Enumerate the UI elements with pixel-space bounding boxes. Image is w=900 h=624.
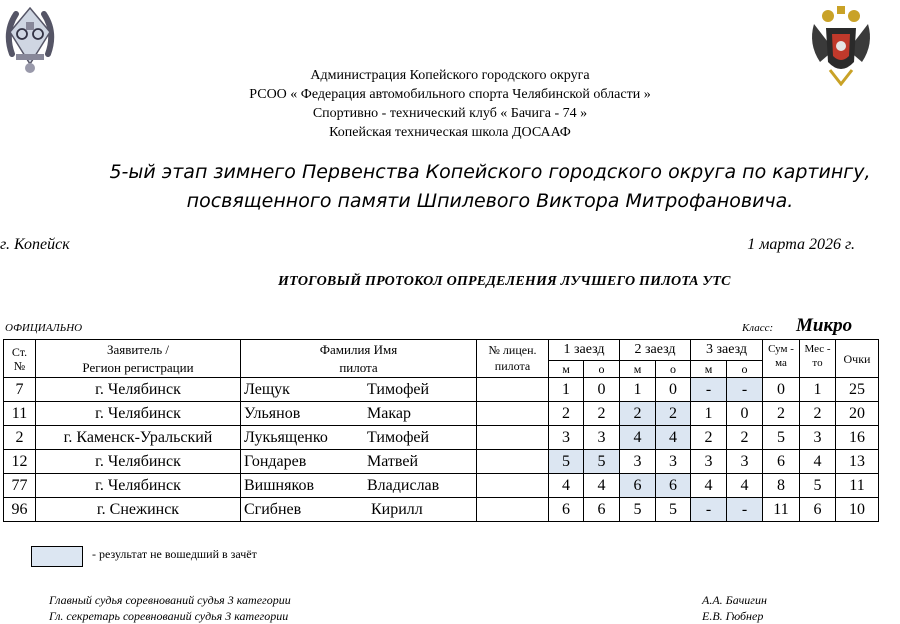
cell-license xyxy=(477,474,549,498)
col-pilot-header: Фамилия Имя пилота xyxy=(241,340,477,378)
legend-text: - результат не вошедший в зачёт xyxy=(92,547,257,561)
cell-h2m: 6 xyxy=(620,474,656,498)
cell-h2o: 5 xyxy=(656,498,691,522)
cell-surname: Лещук xyxy=(244,380,290,398)
cell-h2o: 2 xyxy=(656,402,691,426)
sub-heat3-m: м xyxy=(691,361,727,378)
cell-h3o: 4 xyxy=(727,474,763,498)
cell-pilot xyxy=(241,378,477,402)
cell-h2m: 2 xyxy=(620,402,656,426)
cell-h2o: 6 xyxy=(656,474,691,498)
header-line-club: Спортивно - технический клуб « Бачига - 74 » xyxy=(312,106,588,121)
col-entrant-header: Заявитель / Регион регистрации xyxy=(36,340,241,378)
cell-entrant: г. Челябинск xyxy=(36,378,241,402)
cell-place: 3 xyxy=(800,426,836,450)
date-text: 1 марта 2026 г. xyxy=(747,236,855,253)
class-value: Микро xyxy=(796,315,853,336)
cell-h3o: 3 xyxy=(727,450,763,474)
col-place-header: Мес - то xyxy=(800,340,836,378)
sub-heat1-m: м xyxy=(549,361,584,378)
class-label: Класс: xyxy=(742,322,774,334)
legend-swatch xyxy=(31,546,83,567)
cell-points: 25 xyxy=(836,378,879,402)
cell-place: 1 xyxy=(800,378,836,402)
cell-h1o: 5 xyxy=(584,450,620,474)
cell-h2o: 0 xyxy=(656,378,691,402)
org-header xyxy=(0,66,900,142)
col-sum-header: Сум - ма xyxy=(763,340,800,378)
chief-judge-name: А.А. Бачигин xyxy=(702,593,767,607)
sub-heat1-o: о xyxy=(584,361,620,378)
event-title-line1: 5-ый этап зимнего Первенства Копейского городского округа по картингу, xyxy=(109,161,871,183)
table-row xyxy=(4,378,879,402)
cell-surname: Сгибнев xyxy=(244,500,302,518)
cell-surname: Вишняков xyxy=(244,476,314,494)
col-start-header: Ст. № xyxy=(4,340,36,378)
cell-start: 12 xyxy=(4,450,36,474)
cell-start: 77 xyxy=(4,474,36,498)
cell-license xyxy=(477,426,549,450)
cell-h2m: 5 xyxy=(620,498,656,522)
sub-heat3-o: о xyxy=(727,361,763,378)
cell-pilot xyxy=(241,402,477,426)
cell-sum: 6 xyxy=(763,450,800,474)
cell-entrant: г. Челябинск xyxy=(36,474,241,498)
cell-h3o: 2 xyxy=(727,426,763,450)
cell-surname: Ульянов xyxy=(244,404,301,422)
cell-firstname: Кирилл xyxy=(371,500,423,518)
cell-surname: Лукьященко xyxy=(244,428,328,446)
cell-h2m: 3 xyxy=(620,450,656,474)
cell-h3m: 3 xyxy=(691,450,727,474)
cell-h3m: - xyxy=(691,498,727,522)
cell-license xyxy=(477,402,549,426)
cell-sum: 8 xyxy=(763,474,800,498)
cell-h2m: 1 xyxy=(620,378,656,402)
event-title-line2: посвященного памяти Шпилевого Виктора Митрофановича. xyxy=(186,190,794,212)
cell-sum: 11 xyxy=(763,498,800,522)
col-heat3-header: 3 заезд xyxy=(691,340,763,361)
cell-sum: 2 xyxy=(763,402,800,426)
cell-sum: 0 xyxy=(763,378,800,402)
cell-points: 11 xyxy=(836,474,879,498)
cell-firstname: Матвей xyxy=(367,452,419,470)
cell-place: 5 xyxy=(800,474,836,498)
col-heat1-header: 1 заезд xyxy=(549,340,620,361)
cell-start: 96 xyxy=(4,498,36,522)
cell-start: 7 xyxy=(4,378,36,402)
results-table xyxy=(3,339,879,522)
cell-points: 16 xyxy=(836,426,879,450)
cell-start: 2 xyxy=(4,426,36,450)
cell-firstname: Тимофей xyxy=(367,428,430,446)
cell-place: 4 xyxy=(800,450,836,474)
protocol-title: ИТОГОВЫЙ ПРОТОКОЛ ОПРЕДЕЛЕНИЯ ЛУЧШЕГО ПИЛОТА УТС xyxy=(278,274,731,289)
cell-place: 6 xyxy=(800,498,836,522)
cell-h3o: - xyxy=(727,378,763,402)
cell-h3m: 2 xyxy=(691,426,727,450)
cell-h1m: 6 xyxy=(549,498,584,522)
cell-entrant: г. Челябинск xyxy=(36,450,241,474)
table-row xyxy=(4,474,879,498)
cell-h1o: 3 xyxy=(584,426,620,450)
cell-h3m: 1 xyxy=(691,402,727,426)
cell-place: 2 xyxy=(800,402,836,426)
col-license-header: № лицен. пилота xyxy=(477,340,549,378)
table-row xyxy=(4,450,879,474)
cell-h2o: 4 xyxy=(656,426,691,450)
table-row xyxy=(4,426,879,450)
cell-h1m: 3 xyxy=(549,426,584,450)
table-row xyxy=(4,498,879,522)
cell-license xyxy=(477,450,549,474)
cell-sum: 5 xyxy=(763,426,800,450)
cell-h3o: - xyxy=(727,498,763,522)
sub-heat2-o: о xyxy=(656,361,691,378)
cell-license xyxy=(477,378,549,402)
header-line-administration: Администрация Копейского городского округа xyxy=(310,68,590,83)
cell-h1m: 5 xyxy=(549,450,584,474)
cell-h1o: 4 xyxy=(584,474,620,498)
cell-license xyxy=(477,498,549,522)
cell-pilot xyxy=(241,426,477,450)
cell-points: 20 xyxy=(836,402,879,426)
sub-heat2-m: м xyxy=(620,361,656,378)
cell-entrant: г. Снежинск xyxy=(36,498,241,522)
cell-start: 11 xyxy=(4,402,36,426)
cell-h1o: 6 xyxy=(584,498,620,522)
cell-firstname: Владислав xyxy=(367,476,440,494)
cell-h2o: 3 xyxy=(656,450,691,474)
cell-points: 10 xyxy=(836,498,879,522)
cell-h3m: - xyxy=(691,378,727,402)
col-points-header: Очки xyxy=(836,340,879,378)
cell-h2m: 4 xyxy=(620,426,656,450)
place-text: г. Копейск xyxy=(0,236,70,253)
cell-firstname: Макар xyxy=(367,404,411,422)
cell-h1m: 4 xyxy=(549,474,584,498)
chief-judge-title: Главный судья соревнований судья 3 категории xyxy=(49,593,291,607)
cell-h1o: 0 xyxy=(584,378,620,402)
cell-pilot xyxy=(241,498,477,522)
col-heat2-header: 2 заезд xyxy=(620,340,691,361)
official-label: ОФИЦИАЛЬНО xyxy=(5,322,83,334)
table-row xyxy=(4,402,879,426)
header-line-federation: РСОО « Федерация автомобильного спорта Челябинской области » xyxy=(249,87,651,102)
cell-entrant: г. Челябинск xyxy=(36,402,241,426)
cell-points: 13 xyxy=(836,450,879,474)
cell-entrant: г. Каменск-Уральский xyxy=(36,426,241,450)
cell-h1m: 2 xyxy=(549,402,584,426)
cell-pilot xyxy=(241,474,477,498)
chief-secretary-name: Е.В. Гюбнер xyxy=(702,609,764,623)
cell-h1m: 1 xyxy=(549,378,584,402)
table-header-row xyxy=(4,340,879,361)
event-title xyxy=(0,158,900,216)
header-line-school: Копейская техническая школа ДОСААФ xyxy=(329,125,571,140)
cell-pilot xyxy=(241,450,477,474)
cell-h1o: 2 xyxy=(584,402,620,426)
cell-surname: Гондарев xyxy=(244,452,307,470)
chief-secretary-title: Гл. секретарь соревнований судья 3 категории xyxy=(49,609,289,623)
cell-firstname: Тимофей xyxy=(367,380,430,398)
cell-h3o: 0 xyxy=(727,402,763,426)
cell-h3m: 4 xyxy=(691,474,727,498)
